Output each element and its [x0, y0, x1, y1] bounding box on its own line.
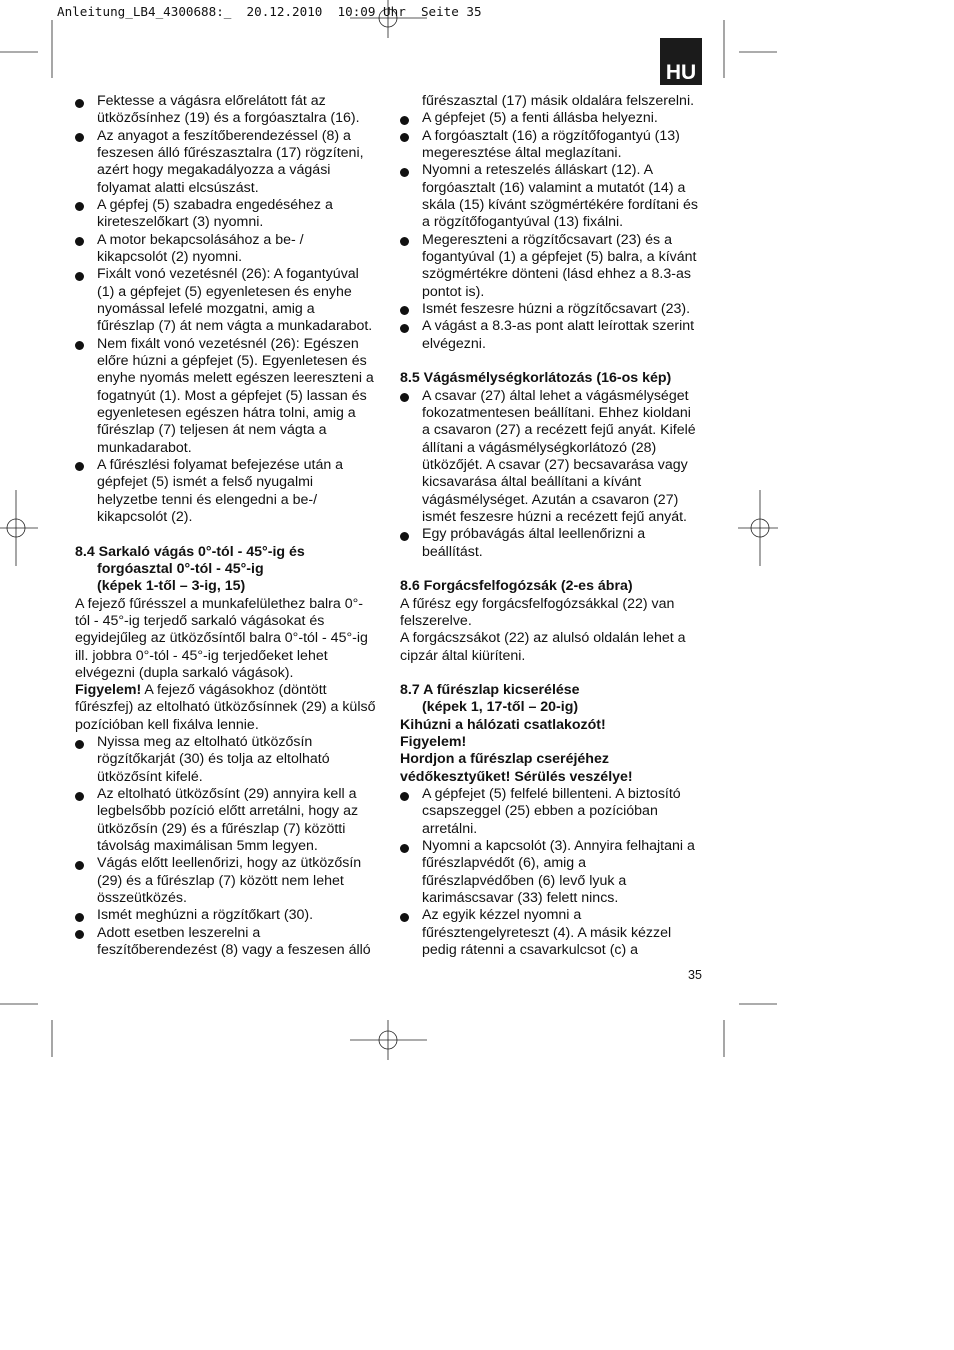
- safety-notice: Kihúzni a hálózati csatlakozót!: [400, 716, 606, 733]
- bullet-icon: [75, 930, 84, 939]
- crop-mark-top-left: [0, 20, 52, 78]
- text-line: Egy próbavágás által leellenőrizni a: [422, 526, 646, 543]
- bullet-icon: [400, 792, 409, 801]
- text-line: azért hogy megakadályozza a vágási: [97, 162, 331, 179]
- text-line: feszítőberendezést (8) vagy a feszesen álló: [97, 942, 371, 959]
- text-line: Az anyagot a feszítőberendezéssel (8) a: [97, 127, 351, 144]
- bullet-icon: [75, 341, 84, 350]
- list-item: [400, 128, 710, 163]
- text-line: fűrésztengelyreteszt (4). A másik kézzel: [422, 924, 672, 941]
- text-line: A gépfejet (5) felfelé billenteni. A biztosító: [422, 786, 681, 803]
- text-line: fűrészlapvédőben (6) levő lyuk a: [422, 872, 627, 889]
- text-line: összeütközés.: [97, 890, 187, 907]
- text-line: kicsavarása által beállítani a kívánt: [422, 474, 642, 491]
- section-heading: 8.5 Vágásmélységkorlátozás (16-os kép): [400, 370, 672, 387]
- section-heading: (képek 1, 17-től – 20-ig): [422, 699, 579, 716]
- text-line: karimáscsavar (33) felett nincs.: [422, 890, 619, 907]
- text-line: A forgácszsákot (22) az alulsó oldalán lehet a: [400, 630, 686, 647]
- text-line: A csavar (27) által lehet a vágásmélységet: [422, 387, 689, 404]
- text-line: a csavaron (27) a recézett fejű anyát. Kifelé: [422, 422, 696, 439]
- list-item: [400, 162, 710, 231]
- bullet-icon: [75, 237, 84, 246]
- bullet-icon: [400, 116, 409, 125]
- list-item: [75, 197, 385, 232]
- section-heading: 8.6 Forgácsfelfogózsák (2-es ábra): [400, 578, 633, 595]
- bullet-icon: [75, 462, 84, 471]
- text-line: kikapcsolót (2).: [97, 508, 193, 525]
- text-line: Fixált vonó vezetésnél (26): A fogantyúval: [97, 266, 359, 283]
- text-line: ütközősínhez (19) és a forgóasztalra (16).: [97, 110, 360, 127]
- text-line: ill. jobbra 0°-tól - 45°-ig terjedőeket lehet: [75, 647, 328, 664]
- bullet-icon: [75, 99, 84, 108]
- text-line: A forgóasztalt (16) a rögzítőfogantyú (13): [422, 127, 680, 144]
- section-heading: (képek 1-től – 3-ig, 15): [97, 578, 246, 595]
- text-line: gépfejet (5) ismét a felső nyugalmi: [97, 474, 314, 491]
- spacer: [400, 665, 710, 682]
- text-line: feszesen álló fűrészasztalra (17) rögzíteni,: [97, 144, 364, 161]
- right-column: [400, 93, 710, 959]
- text-line: Nyissa meg az eltolható ütközősín: [97, 734, 313, 751]
- list-item: [75, 855, 385, 907]
- crop-mark-bottom-right: [724, 1004, 777, 1057]
- registration-mark-left: [0, 490, 38, 566]
- text-line: folyamat alatti elcsúszást.: [97, 179, 259, 196]
- text-line: csapszeggel (25) ebben a pozícióban: [422, 803, 658, 820]
- text-line: A fűrészlési folyamat befejezése után a: [97, 456, 344, 473]
- bullet-icon: [75, 272, 84, 281]
- text-line: legbelsőbb pozíció előtt arretálni, hogy az: [97, 803, 359, 820]
- list-item: [400, 786, 710, 838]
- list-item: [75, 907, 385, 924]
- bullet-icon: [75, 202, 84, 211]
- bullet-icon: [400, 532, 409, 541]
- text-line: Fektesse a vágásra előrelátott fát az: [97, 93, 326, 109]
- text-line: a rögzítőfogantyúval (13) fixálni.: [422, 214, 624, 231]
- text-line: vágásmélységet. Azután a csavaron (27): [422, 491, 679, 508]
- safety-notice: védőkesztyűket! Sérülés veszélye!: [400, 768, 633, 785]
- text-line: állítani a vágásmélységkorlátozó (28): [422, 439, 657, 456]
- warning-label: Figyelem!: [75, 682, 142, 699]
- text-line: Ismét meghúzni a rögzítőkart (30).: [97, 907, 314, 924]
- text-line: fűrészlap (7) teljesen át nem vágta a: [97, 422, 327, 439]
- text-line: A fűrész egy forgácsfelfogózsákkal (22) van: [400, 595, 675, 612]
- text-line: arretálni.: [422, 820, 478, 837]
- text-line: fűrészasztal (17) másik oldalára felszerelni.: [422, 93, 695, 109]
- text-line: Az eltolható ütközősínt (29) annyira kell a: [97, 786, 357, 803]
- text-line: egyenletesen egészen hátra tolni, amig a: [97, 404, 356, 421]
- crop-mark-top-right: [724, 20, 777, 78]
- text-line: A gépfejet (5) a fenti állásba helyezni.: [422, 110, 658, 127]
- text-line: (29) és a fűrészlap (7) között nem lehet: [97, 872, 344, 889]
- list-item: [75, 925, 385, 960]
- list-item: [75, 93, 385, 128]
- list-item: [400, 301, 710, 318]
- warning-text: A fejező vágásokhoz (döntött: [144, 682, 327, 699]
- safety-notice: Figyelem!: [400, 734, 467, 751]
- list-item: [400, 110, 710, 127]
- bullet-icon: [400, 844, 409, 853]
- list-item: [75, 457, 385, 526]
- list-item: [75, 786, 385, 855]
- text-line: pontot is).: [422, 283, 485, 300]
- print-header: Anleitung_LB4_4300688:_ 20.12.2010 10:09 Uhr Seite 35: [57, 4, 482, 19]
- registration-mark-bottom: [350, 1020, 427, 1060]
- list-item: [400, 232, 710, 301]
- registration-mark-right: [738, 490, 778, 566]
- list-item: [75, 128, 385, 197]
- text-line: előre húzni a gépfejet (5). Egyenletesen és: [97, 352, 367, 369]
- spacer: [75, 526, 385, 543]
- list-item: [400, 388, 710, 527]
- text-line: Nem fixált vonó vezetésnél (26): Egészen: [97, 335, 359, 352]
- text-line: távolság maximálisan 5mm legyen.: [97, 838, 318, 855]
- text-line: tól - 45°-ig terjedő sarkaló vágásokat és: [75, 612, 325, 629]
- text-line: A gépfej (5) szabadra engedéséhez a: [97, 196, 333, 213]
- text-line: fűrészlap (7) át nem vágta a munkadarabot.: [97, 318, 373, 335]
- text-line: Megereszteni a rögzítőcsavart (23) és a: [422, 231, 672, 248]
- list-item: [75, 734, 385, 786]
- text-line: enyhe nyomás melett egészen leereszteni a: [97, 370, 374, 387]
- text-line: beállítást.: [422, 543, 483, 560]
- text-line: munkadarabot.: [97, 439, 192, 456]
- text-line: fűrészfej) az eltolható ütközősínnek (29) a külső: [75, 699, 376, 716]
- text-line: forgóasztalt (16) valamint a mutatót (14) a: [422, 179, 686, 196]
- text-line: ütközősín (29) és a fűrészlap (7) közötti: [97, 820, 346, 837]
- left-column: [75, 93, 385, 959]
- section-heading: 8.4 Sarkaló vágás 0°-tól - 45°-ig és: [75, 543, 305, 560]
- section-heading: 8.7 A fűrészlap kicserélése: [400, 682, 580, 699]
- text-line: helyzetbe tenni és elengedni a be-/: [97, 491, 318, 508]
- text-line: cipzár által kiüríteni.: [400, 647, 526, 664]
- text-line: fűrészlapvédőt (6), amig a: [422, 855, 587, 872]
- text-line: kireteszelőkart (3) nyomni.: [97, 214, 264, 231]
- text-line: szögmértékre dönteni (lásd ehhez a 8.3-as: [422, 266, 691, 283]
- text-line: pozícióban kell fixálva lennie.: [75, 716, 259, 733]
- bullet-icon: [400, 237, 409, 246]
- text-line: Nyomni a kapcsolót (3). Annyira felhajtani a: [422, 838, 695, 855]
- text-line: kikapcsolót (2) nyomni.: [97, 248, 243, 265]
- warning-line: [75, 682, 385, 699]
- text-line: elvégezni (dupla sarkaló vágások).: [75, 664, 294, 681]
- list-item: [400, 907, 710, 959]
- text-line: ütközősínt kifelé.: [97, 768, 203, 785]
- bullet-icon: [400, 133, 409, 142]
- text-line: fokozatmentesen beállítani. Ehhez kioldani: [422, 404, 691, 421]
- text-line: Ismét feszesre húzni a rögzítőcsavart (23).: [422, 300, 691, 317]
- bullet-icon: [400, 168, 409, 177]
- bullet-icon: [75, 861, 84, 870]
- text-line: pedig rátenni a csavarkulcsot (c) a: [422, 942, 639, 959]
- text-line: Nyomni a reteszelés álláskart (12). A: [422, 162, 654, 179]
- list-item: [75, 336, 385, 457]
- bullet-icon: [75, 913, 84, 922]
- bullet-icon: [400, 913, 409, 922]
- page-number: 35: [688, 968, 702, 982]
- text-line: elvégezni.: [422, 335, 486, 352]
- section-heading: forgóasztal 0°-tól - 45°-ig: [97, 560, 264, 577]
- bullet-icon: [75, 792, 84, 801]
- text-line: A motor bekapcsolásához a be- /: [97, 231, 304, 248]
- text-line: (1) a gépfejet (5) egyenletesen és enyhe: [97, 283, 352, 300]
- text-line: Adott esetben leszerelni a: [97, 924, 261, 941]
- text-line: megeresztése által meglazítani.: [422, 144, 622, 161]
- list-item: [75, 266, 385, 335]
- text-line: skála (15) kívánt szögmértékére fordítani és: [422, 196, 698, 213]
- list-item: [400, 318, 710, 353]
- bullet-icon: [400, 306, 409, 315]
- list-item: [400, 838, 710, 907]
- text-line: nyomással lefelé mozgatni, amig a: [97, 300, 315, 317]
- text-line: felszerelve.: [400, 612, 472, 629]
- text-line: Az egyik kézzel nyomni a: [422, 907, 582, 924]
- bullet-icon: [400, 393, 409, 402]
- safety-notice: Hordjon a fűrészlap cseréjéhez: [400, 751, 609, 768]
- list-item: [75, 232, 385, 267]
- bullet-icon: [400, 324, 409, 333]
- spacer: [400, 561, 710, 578]
- bullet-icon: [75, 740, 84, 749]
- list-item: [400, 526, 710, 561]
- text-line: fogantyúval (1) a gépfejet (5) balra, a kívánt: [422, 248, 697, 265]
- text-line: ismét feszesre húzni a recézett fejű anyát.: [422, 508, 687, 525]
- text-line: egyidejűleg az ütközősíntől balra 0°-tól - 45°-ig: [75, 630, 368, 647]
- text-line: A vágást a 8.3-as pont alatt leírottak szerint: [422, 318, 695, 335]
- text-line: rögzítőkarját (30) és tolja az eltolható: [97, 751, 330, 768]
- text-line: Vágás előtt leellenőrizi, hogy az ütközősín: [97, 855, 362, 872]
- spacer: [400, 353, 710, 370]
- text-line: A fejező fűrésszel a munkafelülethez balra 0°-: [75, 595, 364, 612]
- text-line: fogatnyút (1). Most a gépfejet (5) lassan és: [97, 387, 367, 404]
- bullet-icon: [75, 133, 84, 142]
- language-tab: HU: [660, 38, 702, 85]
- text-line: ütközőjét. A csavar (27) becsavarása vagy: [422, 456, 688, 473]
- crop-mark-bottom-left: [0, 1004, 52, 1057]
